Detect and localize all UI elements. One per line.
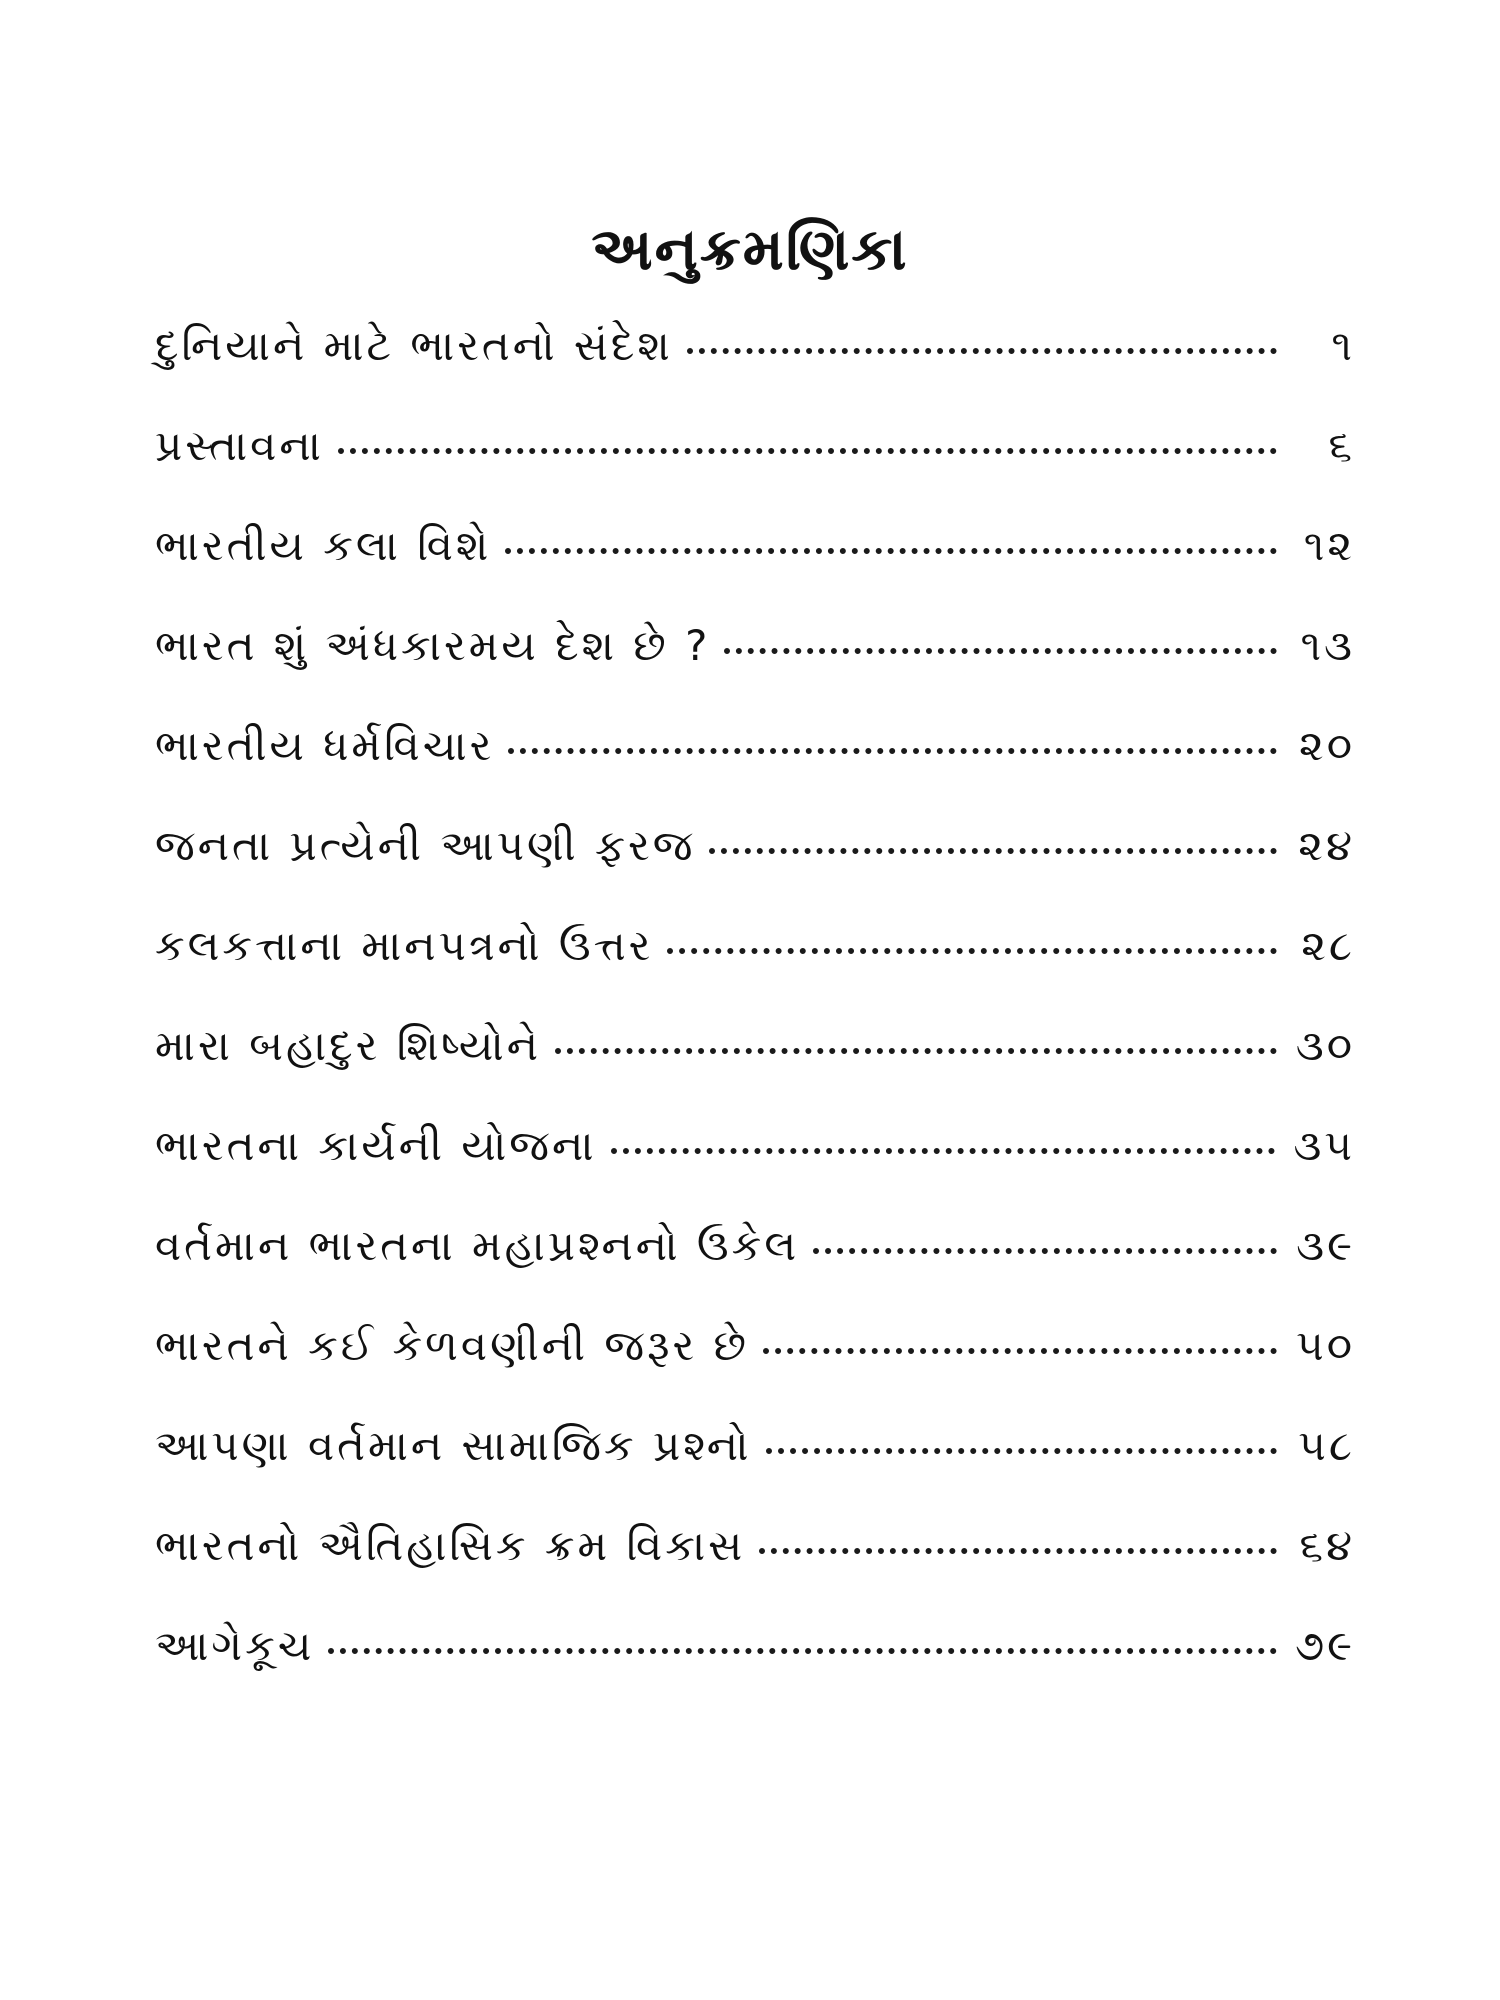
toc-entry xyxy=(155,710,1355,810)
dot-leader xyxy=(611,1148,1276,1154)
toc-entry xyxy=(155,1010,1355,1110)
dot-leader xyxy=(667,948,1277,954)
dot-leader xyxy=(759,1548,1277,1554)
dot-leader xyxy=(766,1448,1277,1454)
toc-entry xyxy=(155,1510,1355,1610)
toc-entry-label: કલકત્તાના માનપત્રનો ઉત્તર xyxy=(155,921,654,970)
toc-entry-page-number: ૧ xyxy=(1331,321,1355,370)
toc-entry-label: ભારતીય કલા વિશે xyxy=(155,521,492,570)
toc-entry xyxy=(155,1210,1355,1310)
toc-entry xyxy=(155,1110,1355,1210)
toc-entry-page-number: ૬૪ xyxy=(1299,1521,1355,1570)
toc-entry-label: વર્તમાન ભારતના મહાપ્રશ્નનો ઉકેલ xyxy=(155,1221,800,1270)
toc-entry-page-number: ૩૯ xyxy=(1296,1221,1355,1270)
page-title: અનુક્રમણિકા xyxy=(591,214,909,283)
toc-entry-label: ભારતનો ઐતિહાસિક ક્રમ વિકાસ xyxy=(155,1521,746,1570)
toc-entry-label: જનતા પ્રત્યેની આપણી ફરજ xyxy=(155,821,696,870)
toc-entry-label: પ્રસ્તાવના xyxy=(155,421,324,470)
toc-entry-label: દુનિયાને માટે ભારતનો સંદેશ xyxy=(155,321,673,370)
toc-entry-label: મારા બહાદુર શિષ્યોને xyxy=(155,1021,542,1070)
dot-leader xyxy=(328,1648,1277,1654)
toc-entry-label: ભારત શું અંધકારમય દેશ છે ? xyxy=(155,621,711,670)
toc-entry-page-number: ૩૫ xyxy=(1293,1121,1355,1170)
dot-leader xyxy=(505,548,1277,554)
dot-leader xyxy=(709,848,1277,854)
table-of-contents xyxy=(155,310,1355,1710)
toc-entry-page-number: ૫૮ xyxy=(1298,1421,1355,1470)
toc-entry xyxy=(155,1410,1355,1510)
toc-entry-label: ભારતીય ધર્મવિચાર xyxy=(155,721,495,770)
toc-entry xyxy=(155,510,1355,610)
dot-leader xyxy=(508,748,1277,754)
toc-entry xyxy=(155,1310,1355,1410)
toc-entry xyxy=(155,610,1355,710)
toc-entry xyxy=(155,810,1355,910)
toc-entry-page-number: ૧૩ xyxy=(1300,621,1355,670)
toc-entry-label: આગેકૂચ xyxy=(155,1621,315,1670)
toc-entry xyxy=(155,910,1355,1010)
toc-entry-page-number: ૨૮ xyxy=(1301,921,1355,970)
dot-leader xyxy=(813,1248,1277,1254)
toc-entry-label: ભારતને કઈ કેળવણીની જરૂર છે xyxy=(155,1321,749,1370)
toc-entry-page-number: ૭૯ xyxy=(1294,1621,1355,1670)
toc-entry-page-number: ૬ xyxy=(1328,421,1355,470)
toc-entry xyxy=(155,1610,1355,1710)
toc-entry-page-number: ૨૦ xyxy=(1299,721,1355,770)
toc-entry xyxy=(155,410,1355,510)
dot-leader xyxy=(687,348,1277,354)
dot-leader xyxy=(724,648,1277,654)
toc-entry-label: ભારતના કાર્યની યોજના xyxy=(155,1121,597,1170)
toc-entry xyxy=(155,310,1355,410)
toc-entry-page-number: ૫૦ xyxy=(1296,1321,1355,1370)
toc-entry-label: આપણા વર્તમાન સામાજિક પ્રશ્નો xyxy=(155,1421,752,1470)
toc-entry-page-number: ૧૨ xyxy=(1303,521,1355,570)
dot-leader xyxy=(555,1048,1277,1054)
toc-entry-page-number: ૨૪ xyxy=(1298,821,1355,870)
dot-leader xyxy=(763,1348,1277,1354)
dot-leader xyxy=(338,448,1277,454)
toc-entry-page-number: ૩૦ xyxy=(1295,1021,1355,1070)
